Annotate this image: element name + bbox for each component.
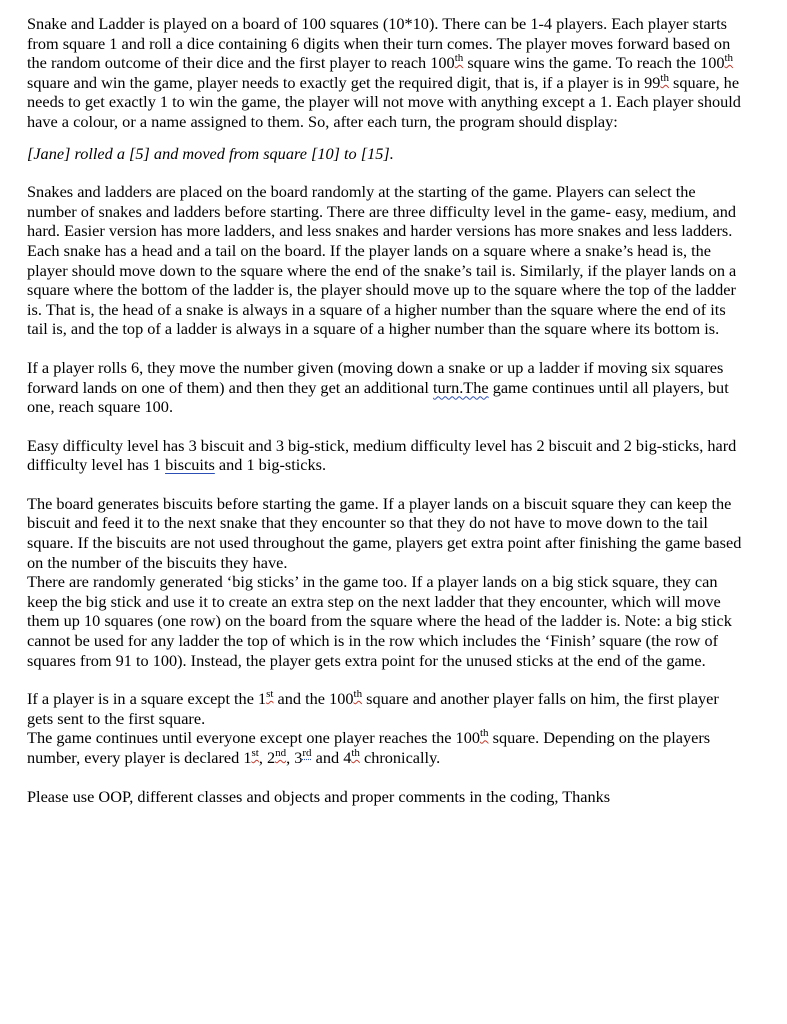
grammar-flagged-word: biscuits	[165, 455, 215, 475]
paragraph-closing-request: Please use OOP, different classes and objects and proper comments in the coding, Thanks	[27, 786, 611, 806]
paragraph-collision: If a player is in a square except the 1st and the 100th square and another player falls on him, the first player gets sent to the first square.	[27, 688, 719, 728]
superscript: nd	[275, 747, 287, 759]
superscript: st	[251, 747, 259, 759]
paragraph-difficulty: Easy difficulty level has 3 biscuit and 3 big-stick, medium difficulty level has 2 biscuit and 2 big-sticks, hard difficulty level has 1 biscuits and 1 big-sticks.	[27, 435, 737, 475]
example-output-line: [Jane] rolled a [5] and moved from square [10] to [15].	[27, 143, 394, 163]
superscript: th	[353, 688, 363, 701]
paragraph-biscuits: The board generates biscuits before starting the game. If a player lands on a biscuit square they can keep the biscuit and feed it to the next snake that they encounter so that they do not have to move down to the tail square. If the biscuits are not used throughout the game, players get extra point after finishing the game based on the number of the biscuits they have.	[27, 493, 742, 572]
paragraph-roll-six: If a player rolls 6, they move the number given (moving down a snake or up a ladder if moving six squares forward lands on one of them) and then they get an additional turn.The game continues until all players, but one, reach square 100.	[27, 357, 729, 417]
paragraph-big-sticks: There are randomly generated ‘big sticks’ in the game too. If a player lands on a big stick square, they can keep the big stick and use it to create an extra step on the next ladder that they encounter, which will move them up 10 squares (one row) on the board from the square where the head of the ladder is. Note: a big stick cannot be used for any ladder the top of which is in the row which includes the ‘Finish’ square (the row of squares from 91 to 100). Instead, the player gets extra point for the unused sticks at the end of the game.	[27, 572, 732, 670]
superscript: th	[479, 727, 489, 740]
paragraph-snakes-ladders: Snakes and ladders are placed on the board randomly at the starting of the game. Players can select the number of snakes and ladders before starting. There are three difficulty level in the game- easy, medium, and hard. Easier version has more ladders, and less snakes and harder versions has more snakes and less ladders. Each snake has a head and a tail on the board. If the player lands on a square where a snake’s head is, the player should move down to the square where the end of the snake’s tail is. Similarly, if the player lands on a square where the bottom of the ladder is, the player should move up to the square where the top of the ladder is. That is, the head of a snake is always in a square of a higher number than the square where the end of its tail is, and the top of a ladder is always in a square of a higher number than the square where its bottom is.	[27, 182, 737, 339]
grammar-flagged-word: turn.The	[433, 377, 489, 397]
document-body	[27, 14, 743, 806]
superscript: st	[266, 688, 274, 701]
superscript: th	[724, 52, 734, 65]
superscript: th	[660, 71, 669, 84]
superscript: th	[351, 747, 360, 759]
superscript: th	[454, 52, 464, 65]
paragraph-ranking: The game continues until everyone except one player reaches the 100th square. Depending on the players number, every player is declared 1st, 2nd, 3rd and 4th chronically.	[27, 727, 711, 767]
paragraph-rules-intro: Snake and Ladder is played on a board of 100 squares (10*10). There can be 1-4 players. Each player starts from square 1 and roll a dice containing 6 digits when their turn comes. The player moves forward based on the random outcome of their dice and the first player to reach 100th square wins the game. To reach the 100th square and win the game, player needs to exactly get the required digit, that is, if a player is in 99th square, he needs to get exactly 1 to win the game, the player will not move with anything except a 1. Each player should have a colour, or a name assigned to them. So, after each turn, the program should display:	[27, 14, 741, 131]
superscript: rd	[302, 747, 312, 759]
